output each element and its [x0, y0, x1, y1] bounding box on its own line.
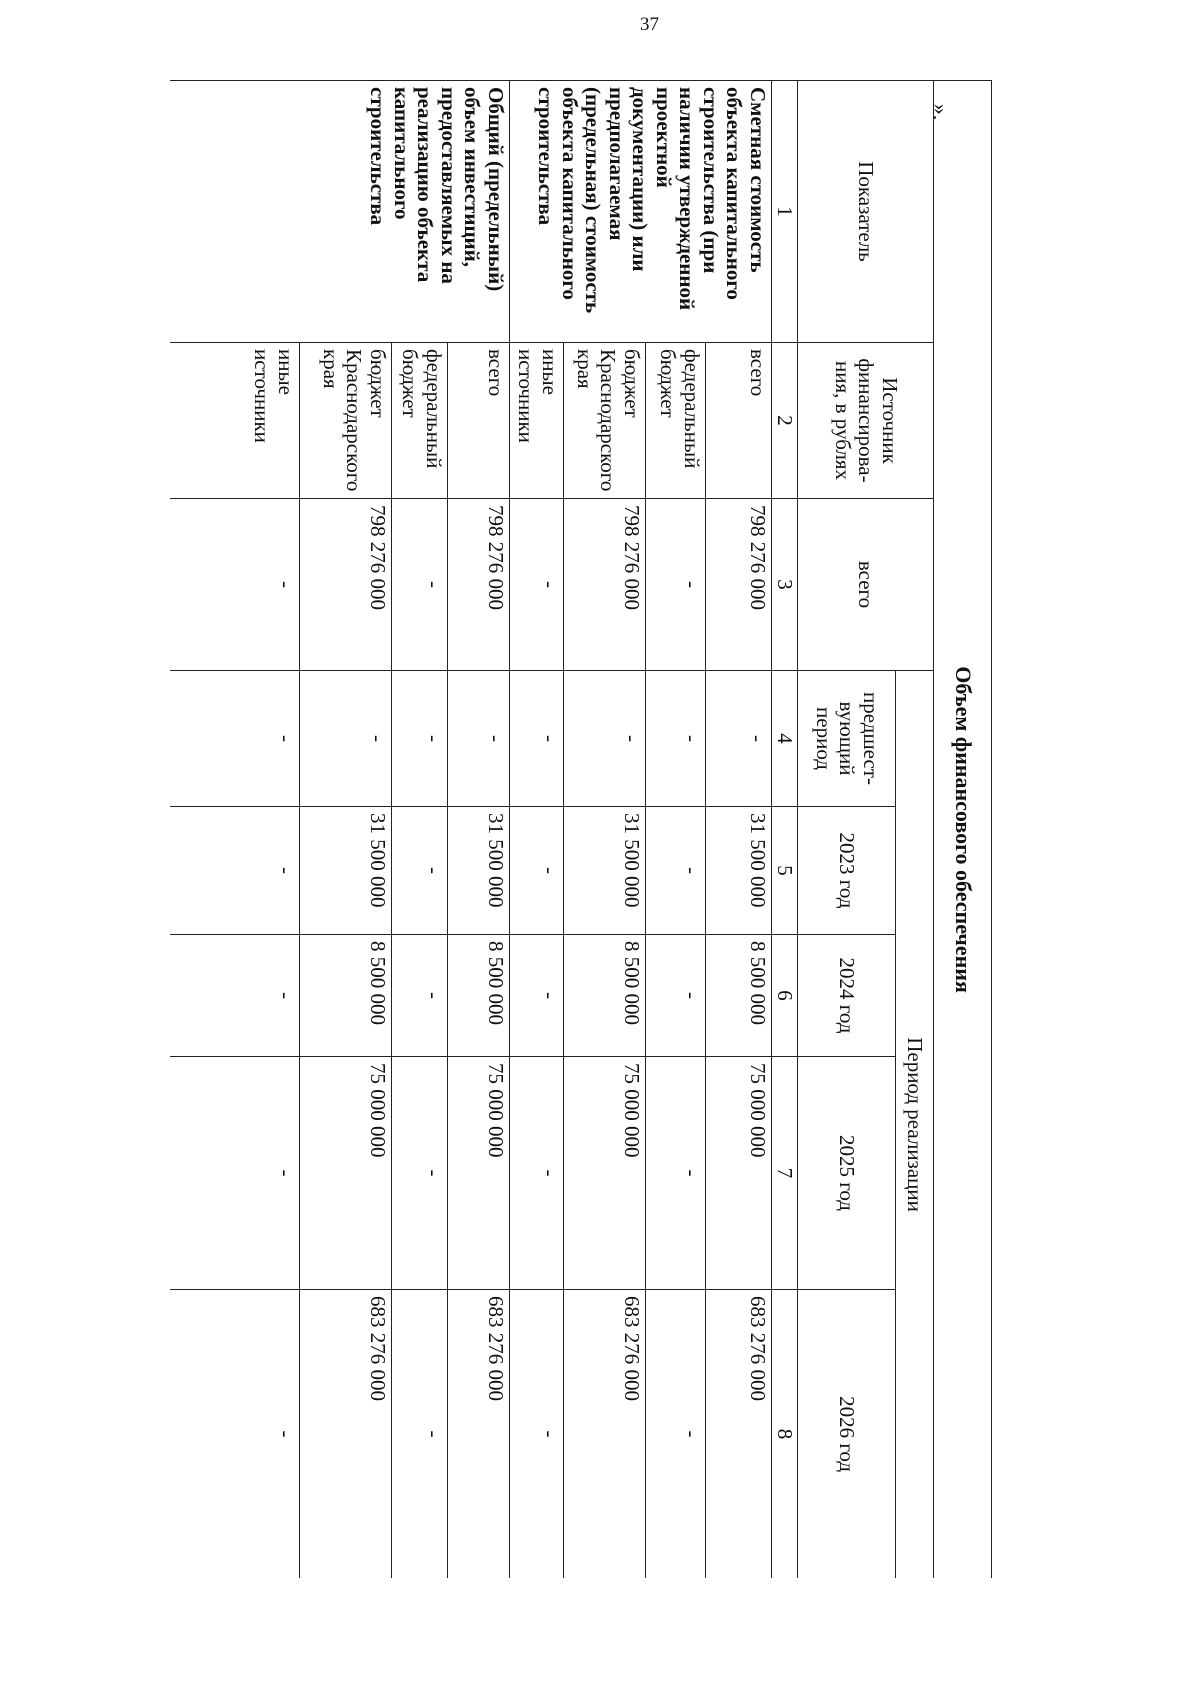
table-row [706, 81, 772, 1579]
table-container [170, 80, 992, 1578]
column-number: 3 [772, 499, 798, 671]
column-number: 1 [772, 81, 798, 343]
year-2026-cell: 683 276 000 [706, 1290, 772, 1579]
year-2024-cell: 8 500 000 [564, 935, 646, 1057]
table-title-row [934, 81, 992, 1579]
header-year-2025: 2025 год [798, 1057, 896, 1290]
year-2023-cell: - [646, 807, 706, 935]
year-2026-cell: 683 276 000 [564, 1290, 646, 1579]
header-total: всего [798, 499, 934, 671]
total-cell: 798 276 000 [448, 499, 510, 671]
header-row-1 [896, 81, 934, 1579]
financing-table [170, 80, 992, 1578]
year-2024-cell: - [646, 935, 706, 1057]
header-year-2024: 2024 год [798, 935, 896, 1057]
header-source: Источник финансирова-ния, в рублях [798, 343, 934, 499]
year-2024-cell: 8 500 000 [706, 935, 772, 1057]
header-prev-period: предшест-вующий период [798, 671, 896, 807]
prev-cell: - [510, 671, 564, 807]
year-2024-cell: - [170, 935, 300, 1057]
rotated-table-area [170, 80, 992, 1578]
prev-cell: - [564, 671, 646, 807]
year-2026-cell: 683 276 000 [448, 1290, 510, 1579]
column-number-row [772, 81, 798, 1579]
year-2023-cell: 31 500 000 [300, 807, 392, 935]
year-2025-cell: - [646, 1057, 706, 1290]
year-2023-cell: - [510, 807, 564, 935]
header-year-2026: 2026 год [798, 1290, 896, 1579]
source-cell: бюджет Краснодарского края [300, 343, 392, 499]
source-cell: бюджет Краснодарского края [564, 343, 646, 499]
total-cell: - [510, 499, 564, 671]
year-2026-cell: - [646, 1290, 706, 1579]
year-2024-cell: 8 500 000 [448, 935, 510, 1057]
year-2025-cell: 75 000 000 [706, 1057, 772, 1290]
year-2025-cell: 75 000 000 [564, 1057, 646, 1290]
column-number: 5 [772, 807, 798, 935]
year-2025-cell: - [510, 1057, 564, 1290]
source-cell: всего [706, 343, 772, 499]
year-2023-cell: - [392, 807, 448, 935]
year-2026-cell: 683 276 000 [300, 1290, 392, 1579]
total-cell: 798 276 000 [564, 499, 646, 671]
prev-cell: - [706, 671, 772, 807]
prev-cell: - [392, 671, 448, 807]
total-cell: - [646, 499, 706, 671]
header-period-group: Период реализации [896, 671, 934, 1579]
year-2026-cell: - [510, 1290, 564, 1579]
year-2024-cell: - [510, 935, 564, 1057]
total-cell: - [170, 499, 300, 671]
table-row [448, 81, 510, 1579]
source-cell: федеральный бюджет [646, 343, 706, 499]
year-2024-cell: - [392, 935, 448, 1057]
column-number: 4 [772, 671, 798, 807]
year-2023-cell: 31 500 000 [706, 807, 772, 935]
year-2025-cell: 75 000 000 [448, 1057, 510, 1290]
total-cell: 798 276 000 [300, 499, 392, 671]
year-2024-cell: 8 500 000 [300, 935, 392, 1057]
source-cell: иные источники [170, 343, 300, 499]
prev-cell: - [170, 671, 300, 807]
source-cell: всего [448, 343, 510, 499]
column-number: 6 [772, 935, 798, 1057]
source-cell: федеральный бюджет [392, 343, 448, 499]
source-cell: иные источники [510, 343, 564, 499]
prev-cell: - [646, 671, 706, 807]
total-cell: - [392, 499, 448, 671]
year-2026-cell: - [170, 1290, 300, 1579]
year-2023-cell: 31 500 000 [564, 807, 646, 935]
year-2025-cell: 75 000 000 [300, 1057, 392, 1290]
year-2023-cell: 31 500 000 [448, 807, 510, 935]
closing-quote-mark: ». [928, 103, 954, 121]
prev-cell: - [300, 671, 392, 807]
table-title: Объем финансового обеспечения [934, 81, 992, 1579]
year-2026-cell: - [392, 1290, 448, 1579]
column-number: 2 [772, 343, 798, 499]
header-indicator: Показатель [798, 81, 934, 343]
column-number: 7 [772, 1057, 798, 1290]
year-2025-cell: - [170, 1057, 300, 1290]
page-number: 37 [640, 14, 659, 35]
indicator-cell: Сметная стоимость объекта капитального строительства (при наличии утвержденной проектной документации) или предполагаемая (предельная) стоимость объекта капитального строительства [510, 81, 772, 343]
year-2025-cell: - [392, 1057, 448, 1290]
prev-cell: - [448, 671, 510, 807]
indicator-cell: Общий (предельный) объем инвестиций, предоставляемых на реализацию объекта капитального строительства [170, 81, 510, 343]
year-2023-cell: - [170, 807, 300, 935]
total-cell: 798 276 000 [706, 499, 772, 671]
header-year-2023: 2023 год [798, 807, 896, 935]
column-number: 8 [772, 1290, 798, 1579]
